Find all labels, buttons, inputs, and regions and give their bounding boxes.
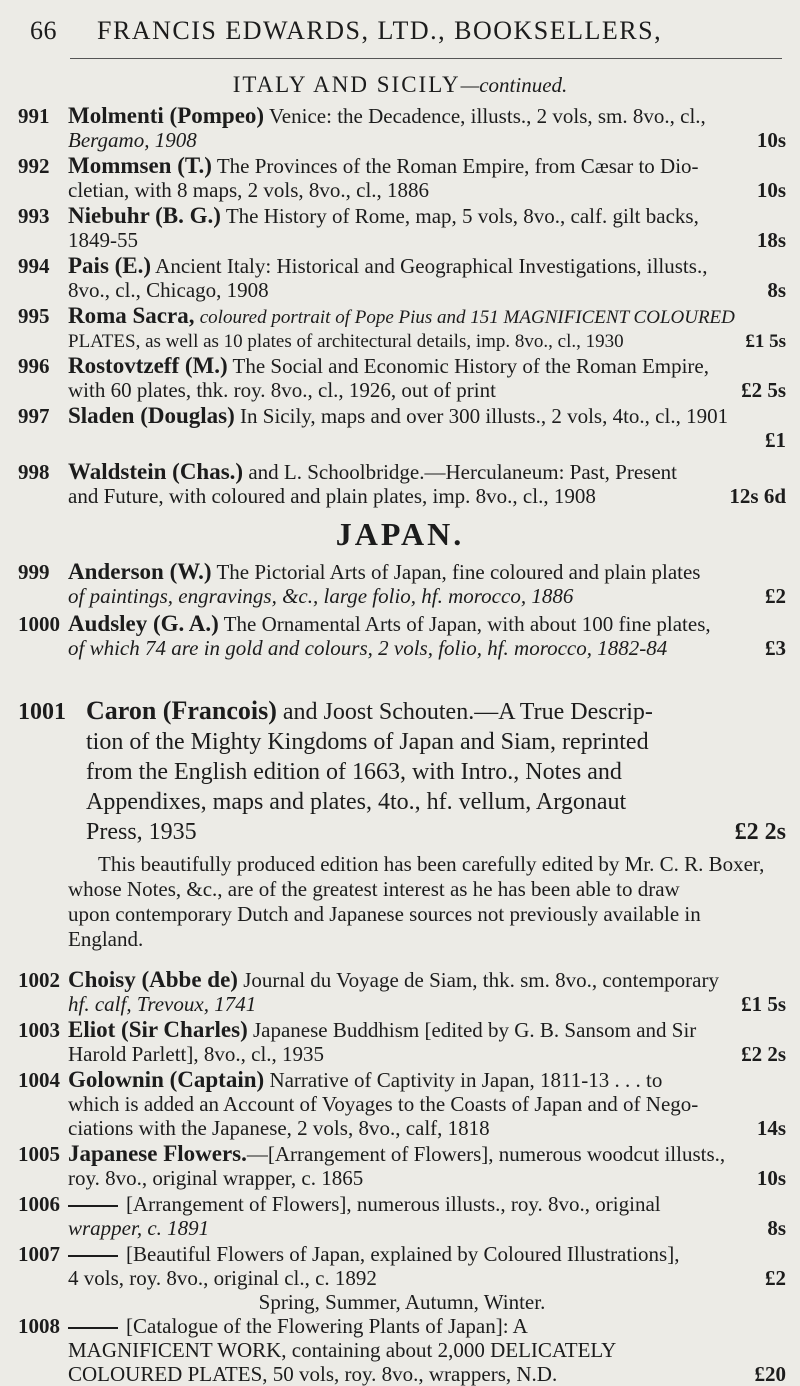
entry-text: tion of the Mighty Kingdoms of Japan and Siam, reprinted <box>86 729 649 755</box>
entry-author: Golownin (Captain) <box>68 1067 265 1092</box>
entry-number: 993 <box>18 204 50 228</box>
entry-998 <box>18 460 786 508</box>
page-number: 66 <box>30 16 57 45</box>
entry-price: 12s 6d <box>729 484 786 508</box>
entry-number: 997 <box>18 404 50 428</box>
entry-author: Waldstein (Chas.) <box>68 459 244 484</box>
entry-number: 1000 <box>18 612 60 636</box>
entry-number: 995 <box>18 304 50 328</box>
entry-price: 18s <box>756 228 786 252</box>
entry-author: Audsley (G. A.) <box>68 611 219 636</box>
entry-999 <box>18 560 786 608</box>
entry-number: 1005 <box>18 1142 60 1166</box>
entry-price: 8s <box>767 278 786 302</box>
entry-text: roy. 8vo., original wrapper, c. 1865 <box>68 1166 364 1190</box>
entry-text: [Catalogue of the Flowering Plants of Japan]: A <box>126 1314 528 1338</box>
entry-1001 <box>18 696 786 847</box>
entry-text: coloured portrait of Pope Pius and 151 MAGNIFICENT COLOURED <box>199 307 735 328</box>
entry-author: Rostovtzeff (M.) <box>68 353 228 378</box>
italy-continued: —continued. <box>460 73 568 97</box>
entry-price: £2 2s <box>734 819 786 845</box>
entry-text: Journal du Voyage de Siam, thk. sm. 8vo., contemporary <box>243 968 719 992</box>
entry-995 <box>18 304 786 354</box>
entry-price: £1 5s <box>741 992 786 1016</box>
entry-number: 992 <box>18 154 50 178</box>
entry-text: with 60 plates, thk. roy. 8vo., cl., 1926, out of print <box>68 378 496 402</box>
section-heading-japan: JAPAN. <box>335 516 465 552</box>
entry-text: The History of Rome, map, 5 vols, 8vo., calf. gilt backs, <box>225 204 699 228</box>
entry-text: of paintings, engravings, &c., large folio, hf. morocco, 1886 <box>68 584 574 608</box>
note-line: whose Notes, &c., are of the greatest interest as he has been able to draw <box>68 877 680 901</box>
entry-text: In Sicily, maps and over 300 illusts., 2 vols, 4to., cl., 1901 <box>240 404 729 428</box>
entry-text: The Social and Economic History of the Roman Empire, <box>232 354 709 378</box>
entry-number: 994 <box>18 254 50 278</box>
entry-text: Bergamo, 1908 <box>68 128 197 152</box>
entry-1008 <box>18 1314 786 1386</box>
entry-1001-note <box>68 852 784 952</box>
entry-text: from the English edition of 1663, with Intro., Notes and <box>86 759 622 785</box>
entry-text: MAGNIFICENT WORK, containing about 2,000 DELICATELY <box>68 1338 617 1362</box>
entry-price: £1 <box>765 428 786 452</box>
entry-author: Roma Sacra, <box>68 303 195 328</box>
entry-text: Venice: the Decadence, illusts., 2 vols, sm. 8vo., cl., <box>268 104 706 128</box>
entry-text: Appendixes, maps and plates, 4to., hf. vellum, Argonaut <box>86 789 627 815</box>
entry-text: wrapper, c. 1891 <box>68 1216 210 1240</box>
entry-number: 999 <box>18 560 50 584</box>
entry-1002 <box>18 968 786 1016</box>
entry-text: and L. Schoolbridge.—Herculaneum: Past, Present <box>248 460 677 484</box>
entry-1003 <box>18 1018 786 1066</box>
header-rule <box>70 58 782 59</box>
entry-price: £2 2s <box>741 1042 786 1066</box>
entry-number: 996 <box>18 354 50 378</box>
entry-author: Molmenti (Pompeo) <box>68 103 265 128</box>
entry-text: cletian, with 8 maps, 2 vols, 8vo., cl., 1886 <box>68 178 430 202</box>
entry-author: Japanese Flowers. <box>68 1141 247 1166</box>
entry-1004 <box>18 1068 786 1140</box>
entry-author: Mommsen (T.) <box>68 153 212 178</box>
entry-text: —[Arrangement of Flowers], numerous woodcut illusts., <box>246 1142 726 1166</box>
entry-1006 <box>18 1192 786 1240</box>
entry-author: Caron (Francois) <box>86 696 277 725</box>
entry-text: Spring, Summer, Autumn, Winter. <box>258 1290 546 1314</box>
entry-text: [Arrangement of Flowers], numerous illusts., roy. 8vo., original <box>126 1192 661 1216</box>
entry-992 <box>18 154 786 202</box>
entry-1000 <box>18 612 786 660</box>
entry-text: Narrative of Captivity in Japan, 1811-13 . . . to <box>269 1068 663 1092</box>
entry-text: PLATES, as well as 10 plates of architectural details, imp. 8vo., cl., 1930 <box>68 331 624 352</box>
note-line: England. <box>68 927 144 951</box>
entry-price: 14s <box>756 1116 786 1140</box>
entry-text: 8vo., cl., Chicago, 1908 <box>68 278 269 302</box>
entry-996 <box>18 354 786 402</box>
entry-author: Anderson (W.) <box>68 559 212 584</box>
entry-author: Pais (E.) <box>68 253 152 278</box>
entry-text: Harold Parlett], 8vo., cl., 1935 <box>68 1042 325 1066</box>
entry-price: 10s <box>756 128 786 152</box>
ditto-dash <box>68 1327 118 1329</box>
section-heading-italy <box>0 72 800 98</box>
running-head <box>30 16 782 46</box>
note-line: upon contemporary Dutch and Japanese sources not previously available in <box>68 902 701 926</box>
entry-text: 1849-55 <box>68 228 138 252</box>
entry-text: Press, 1935 <box>86 819 197 845</box>
entry-price: £3 <box>765 636 786 660</box>
entry-text: [Beautiful Flowers of Japan, explained by Coloured Illustrations], <box>126 1242 680 1266</box>
entry-number: 1008 <box>18 1314 60 1338</box>
entry-author: Niebuhr (B. G.) <box>68 203 221 228</box>
running-title: FRANCIS EDWARDS, LTD., BOOKSELLERS, <box>97 16 663 45</box>
entry-text: The Pictorial Arts of Japan, fine coloured and plain plates <box>216 560 701 584</box>
entry-price: £20 <box>754 1362 786 1386</box>
entry-997 <box>18 404 786 452</box>
entry-text: and Joost Schouten.—A True Descrip- <box>282 699 653 725</box>
entry-number: 991 <box>18 104 50 128</box>
ditto-dash <box>68 1205 118 1207</box>
entry-number: 1004 <box>18 1068 60 1092</box>
entry-price: £1 5s <box>745 331 786 352</box>
entry-text: and Future, with coloured and plain plates, imp. 8vo., cl., 1908 <box>68 484 596 508</box>
entry-author: Sladen (Douglas) <box>68 403 235 428</box>
entry-993 <box>18 204 786 252</box>
entry-text: ciations with the Japanese, 2 vols, 8vo., calf, 1818 <box>68 1116 490 1140</box>
entry-991 <box>18 104 786 152</box>
entry-author: Choisy (Abbe de) <box>68 967 238 992</box>
entry-number: 998 <box>18 460 50 484</box>
entry-1007 <box>18 1242 786 1314</box>
ditto-dash <box>68 1255 118 1257</box>
entry-text: Japanese Buddhism [edited by G. B. Sansom and Sir <box>252 1018 697 1042</box>
entry-1005 <box>18 1142 786 1190</box>
entry-price: 10s <box>756 1166 786 1190</box>
entry-number: 1002 <box>18 968 60 992</box>
entry-author: Eliot (Sir Charles) <box>68 1017 248 1042</box>
note-line: This beautifully produced edition has been carefully edited by Mr. C. R. Boxer, <box>98 852 765 876</box>
entry-price: £2 <box>765 1266 786 1290</box>
entry-price: £2 <box>765 584 786 608</box>
entry-price: 8s <box>767 1216 786 1240</box>
entry-number: 1003 <box>18 1018 60 1042</box>
entry-text: The Ornamental Arts of Japan, with about 100 fine plates, <box>223 612 711 636</box>
entry-number: 1007 <box>18 1242 60 1266</box>
italy-heading: ITALY AND SICILY <box>232 72 461 97</box>
entry-text: which is added an Account of Voyages to the Coasts of Japan and of Nego- <box>68 1092 699 1116</box>
entry-price: 10s <box>756 178 786 202</box>
entry-text: COLOURED PLATES, 50 vols, roy. 8vo., wrappers, N.D. <box>68 1362 558 1386</box>
entry-text: hf. calf, Trevoux, 1741 <box>68 992 257 1016</box>
entry-text: Ancient Italy: Historical and Geographical Investigations, illusts., <box>155 254 708 278</box>
entry-number: 1006 <box>18 1192 60 1216</box>
entry-text: The Provinces of the Roman Empire, from Cæsar to Dio- <box>216 154 699 178</box>
entry-price: £2 5s <box>741 378 786 402</box>
entry-number: 1001 <box>18 699 66 725</box>
entry-text: 4 vols, roy. 8vo., original cl., c. 1892 <box>68 1266 377 1290</box>
entry-text: of which 74 are in gold and colours, 2 vols, folio, hf. morocco, 1882-84 <box>68 636 668 660</box>
entry-994 <box>18 254 786 302</box>
